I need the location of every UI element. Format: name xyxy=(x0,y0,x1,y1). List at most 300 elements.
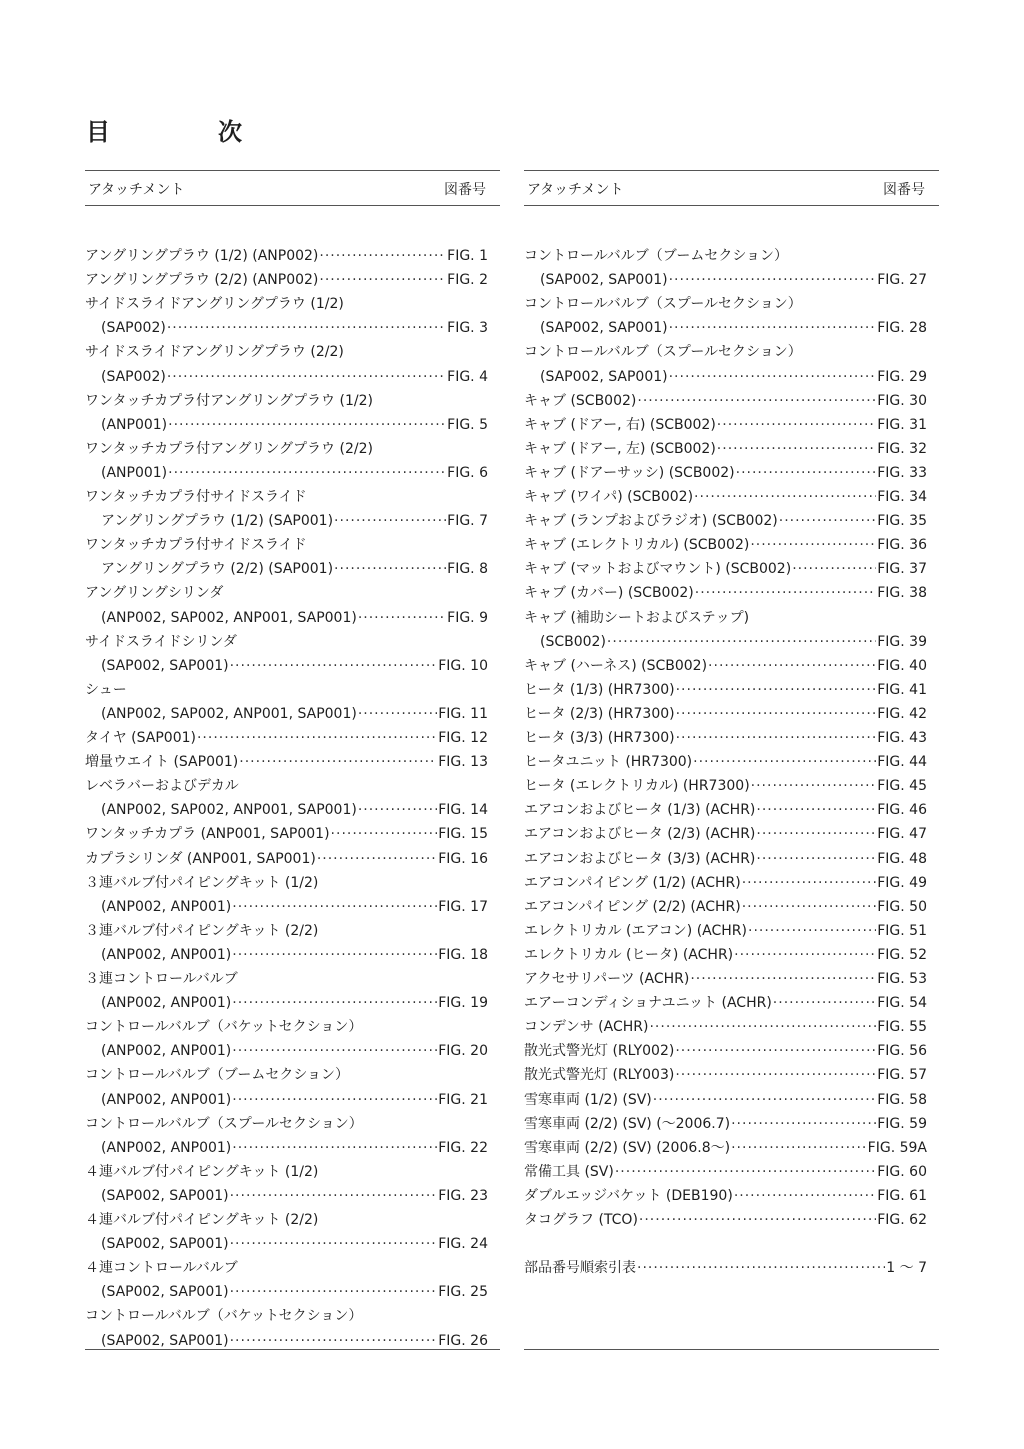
toc-entry-figure: FIG. 46 xyxy=(877,802,927,819)
toc-entry[interactable] xyxy=(524,270,927,290)
toc-entry-title: (SAP002, SAP001) xyxy=(101,657,229,674)
toc-entry-figure: FIG. 24 xyxy=(438,1236,488,1253)
dot-leader xyxy=(334,511,446,531)
dot-leader xyxy=(167,318,446,338)
toc-entry[interactable] xyxy=(85,945,488,965)
toc-entry-title: サイドスライドアングリングプラウ (2/2) xyxy=(85,344,344,361)
toc-entry-title: 散光式警光灯 (RLY002) xyxy=(524,1043,675,1060)
toc-entry-figure: FIG. 12 xyxy=(438,730,488,746)
toc-entry[interactable] xyxy=(85,1234,488,1254)
dot-leader xyxy=(669,270,877,290)
toc-entry-figure: FIG. 19 xyxy=(438,995,488,1012)
toc-entry-figure: FIG. 54 xyxy=(877,995,927,1012)
header-attachment: アタッチメント xyxy=(88,182,185,198)
toc-entry[interactable] xyxy=(85,1331,488,1351)
toc-entry-figure: FIG. 59A xyxy=(867,1139,927,1156)
toc-entry-title: (SAP002, SAP001) xyxy=(101,1284,229,1301)
toc-entry xyxy=(85,1210,488,1230)
toc-entry[interactable] xyxy=(524,752,927,772)
toc-entry-title: キャブ (マットおよびマウント) (SCB002) xyxy=(524,561,792,578)
toc-entry-title: アングリングプラウ (2/2) (SAP001) xyxy=(101,561,334,578)
toc-entry-figure: FIG. 44 xyxy=(877,754,927,771)
toc-entry-title: (SAP002) xyxy=(101,368,166,385)
toc-entry-title: キャブ (ランプおよびラジオ) (SCB002) xyxy=(524,513,778,530)
toc-entry-title: (ANP002, ANP001) xyxy=(101,946,232,963)
toc-entry xyxy=(524,342,927,362)
toc-entry[interactable] xyxy=(85,270,488,290)
dot-leader xyxy=(676,704,877,724)
toc-entry xyxy=(85,1258,488,1278)
bottom-rule-right xyxy=(524,1349,939,1350)
toc-entry-title: シュー xyxy=(85,681,127,698)
toc-entry[interactable] xyxy=(85,1090,488,1110)
dot-leader xyxy=(653,1090,877,1110)
toc-entry-figure: FIG. 16 xyxy=(438,850,488,867)
toc-entry-figure: FIG. 1 xyxy=(447,248,488,264)
toc-entry-title: ヒータ (2/3) (HR7300) xyxy=(524,705,675,722)
toc-entry-figure: FIG. 39 xyxy=(877,633,927,650)
toc-entry-title: 雪寒車両 (2/2) (SV) (2006.8～) xyxy=(524,1139,731,1156)
dot-leader xyxy=(792,559,876,579)
toc-entry-title: エレクトリカル (エアコン) (ACHR) xyxy=(524,922,747,939)
toc-entry-title: (SCB002) xyxy=(540,633,606,650)
dot-leader xyxy=(731,1138,867,1158)
dot-leader xyxy=(742,873,877,893)
toc-entry-figure: FIG. 14 xyxy=(438,802,488,819)
toc-entry-figure: FIG. 47 xyxy=(877,826,927,843)
toc-entry-title: ３連バルブ付パイピングキット (2/2) xyxy=(85,922,319,939)
toc-entry[interactable] xyxy=(85,824,488,844)
toc-entry-title: コントロールバルブ（バケットセクション） xyxy=(85,1308,363,1325)
toc-entry[interactable] xyxy=(85,1282,488,1302)
dot-leader xyxy=(676,728,877,748)
toc-entry-figure: FIG. 28 xyxy=(877,320,927,337)
toc-entry-title: コントロールバルブ（スプールセクション） xyxy=(524,344,802,361)
toc-entry-figure: FIG. 31 xyxy=(877,416,927,433)
header-figure-number: 図番号 xyxy=(883,182,925,198)
toc-column-left xyxy=(85,170,500,1349)
toc-entry[interactable] xyxy=(524,728,927,748)
toc-entry-title: コンデンサ (ACHR) xyxy=(524,1019,649,1036)
toc-entry-figure: FIG. 42 xyxy=(877,705,927,722)
toc-entry-title: ４連バルブ付パイピングキット (1/2) xyxy=(85,1163,319,1180)
toc-entry-figure: FIG. 34 xyxy=(877,489,927,505)
toc-entry-figure: FIG. 6 xyxy=(447,464,488,481)
toc-entry-title: コントロールバルブ（バケットセクション） xyxy=(85,1019,363,1036)
toc-entry xyxy=(85,391,488,411)
toc-entry-figure: FIG. 9 xyxy=(447,609,488,626)
toc-column-right xyxy=(524,170,939,1277)
toc-entry-title: ワンタッチカプラ付アングリングプラウ (1/2) xyxy=(85,392,373,409)
dot-leader xyxy=(167,367,446,387)
toc-entry-figure: FIG. 15 xyxy=(438,826,488,843)
dot-leader xyxy=(756,800,876,820)
toc-entry-title: キャブ (ドアーサッシ) (SCB002) xyxy=(524,464,735,481)
toc-entry xyxy=(85,873,488,893)
toc-entry-title: レベラバーおよびデカル xyxy=(85,778,239,795)
toc-entry-title: アングリングプラウ (2/2) (ANP002) xyxy=(85,272,319,289)
toc-entry xyxy=(85,535,488,555)
toc-entry[interactable] xyxy=(524,391,927,411)
toc-entry-figure: FIG. 25 xyxy=(438,1284,488,1301)
toc-entry-figure: FIG. 38 xyxy=(877,585,927,602)
toc-entry[interactable] xyxy=(524,632,927,652)
toc-entry-title: キャブ (カバー) (SCB002) xyxy=(524,585,694,602)
toc-entry-title: コントロールバルブ（スプールセクション） xyxy=(85,1115,363,1132)
toc-entry-figure: FIG. 33 xyxy=(877,464,927,481)
toc-entry-title: ワンタッチカプラ付サイドスライド xyxy=(85,537,307,554)
toc-entry-figure: FIG. 53 xyxy=(877,971,927,987)
toc-entry xyxy=(85,1306,488,1326)
toc-entry-title: ４連バルブ付パイピングキット (2/2) xyxy=(85,1212,319,1228)
toc-entry xyxy=(524,1234,927,1254)
toc-entry-title: サイドスライドアングリングプラウ (1/2) xyxy=(85,296,344,313)
toc-entry[interactable] xyxy=(524,1138,927,1158)
toc-entry[interactable] xyxy=(524,897,927,917)
dot-leader xyxy=(358,608,446,628)
toc-entry[interactable] xyxy=(524,1186,927,1206)
toc-entry-title: 増量ウエイト (SAP001) xyxy=(85,754,239,771)
toc-entry-figure: FIG. 18 xyxy=(438,946,488,963)
toc-entry[interactable] xyxy=(524,318,927,338)
toc-entry[interactable] xyxy=(524,367,927,387)
toc-entry-figure: FIG. 37 xyxy=(877,561,927,578)
toc-entry[interactable] xyxy=(524,849,927,869)
dot-leader xyxy=(637,391,876,411)
toc-entry-title: (ANP002, ANP001) xyxy=(101,898,232,915)
dot-leader xyxy=(639,1210,876,1230)
toc-entry[interactable] xyxy=(524,921,927,941)
toc-entry[interactable] xyxy=(85,728,488,748)
toc-entry-title: アングリングプラウ (1/2) (ANP002) xyxy=(85,248,319,264)
toc-entry-title: キャブ (SCB002) xyxy=(524,392,637,409)
toc-entry-figure: FIG. 60 xyxy=(877,1163,927,1180)
toc-entry-figure: FIG. 27 xyxy=(877,272,927,289)
dot-leader xyxy=(317,849,437,869)
toc-header xyxy=(85,170,500,206)
toc-entry-title: ワンタッチカプラ付アングリングプラウ (2/2) xyxy=(85,440,373,457)
dot-leader xyxy=(690,969,876,989)
dot-leader xyxy=(736,463,877,483)
dot-leader xyxy=(693,752,876,772)
dot-leader xyxy=(756,849,876,869)
toc-entry-figure: FIG. 20 xyxy=(438,1043,488,1060)
toc-entry xyxy=(85,583,488,603)
dot-leader xyxy=(230,1186,438,1206)
dot-leader xyxy=(615,1162,876,1182)
toc-entry-title: コントロールバルブ（スプールセクション） xyxy=(524,296,802,313)
toc-entry-title: ３連バルブ付パイピングキット (1/2) xyxy=(85,874,319,891)
toc-entry-title: エアコンパイピング (1/2) (ACHR) xyxy=(524,874,741,891)
dot-leader xyxy=(232,1090,437,1110)
toc-entry-title: キャブ (ドアー, 右) (SCB002) xyxy=(524,416,716,433)
toc-entry-title: (ANP002, ANP001) xyxy=(101,1043,232,1060)
toc-entry[interactable] xyxy=(85,318,488,338)
toc-entry[interactable] xyxy=(85,608,488,628)
toc-entry xyxy=(524,246,927,266)
toc-entry[interactable] xyxy=(524,704,927,724)
toc-entry-title: 散光式警光灯 (RLY003) xyxy=(524,1067,675,1084)
toc-entry[interactable] xyxy=(524,800,927,820)
toc-entry-title: ４連コントロールバルブ xyxy=(85,1260,238,1277)
dot-leader xyxy=(717,439,876,459)
toc-entry-title: (SAP002, SAP001) xyxy=(540,272,668,289)
toc-entry-title: ワンタッチカプラ付サイドスライド xyxy=(85,489,307,505)
toc-entry[interactable] xyxy=(85,511,488,531)
toc-entry-title: コントロールバルブ（ブームセクション） xyxy=(524,248,789,264)
toc-entry-figure: FIG. 21 xyxy=(438,1091,488,1108)
toc-entry[interactable] xyxy=(524,969,927,989)
toc-entry[interactable] xyxy=(524,656,927,676)
toc-entry[interactable] xyxy=(85,800,488,820)
toc-entry-figure: FIG. 4 xyxy=(447,368,488,385)
toc-entry-figure: FIG. 22 xyxy=(438,1139,488,1156)
toc-entry-title: (SAP002, SAP001) xyxy=(540,368,668,385)
toc-entry-title: (ANP002, ANP001) xyxy=(101,995,232,1012)
toc-entry-figure: FIG. 56 xyxy=(877,1043,927,1060)
dot-leader xyxy=(232,897,437,917)
dot-leader xyxy=(239,752,437,772)
toc-entry xyxy=(524,294,927,314)
toc-entry[interactable] xyxy=(524,511,927,531)
toc-entry[interactable] xyxy=(524,1041,927,1061)
toc-entry xyxy=(85,1114,488,1134)
toc-entry-figure: FIG. 62 xyxy=(877,1212,927,1228)
toc-entry-title: ヒータユニット (HR7300) xyxy=(524,754,693,771)
toc-entry[interactable] xyxy=(524,535,927,555)
dot-leader xyxy=(676,680,877,700)
toc-entry-figure: FIG. 51 xyxy=(877,922,927,939)
toc-entry-figure: FIG. 48 xyxy=(877,850,927,867)
dot-leader xyxy=(695,583,877,603)
toc-entry[interactable] xyxy=(524,1017,927,1037)
toc-entry-title: (SAP002, SAP001) xyxy=(540,320,668,337)
toc-entry-title: (ANP002, ANP001) xyxy=(101,1091,232,1108)
toc-entry-figure: FIG. 61 xyxy=(877,1187,927,1204)
toc-entry-figure: FIG. 55 xyxy=(877,1019,927,1036)
dot-leader xyxy=(694,487,876,507)
toc-entry xyxy=(85,1017,488,1037)
toc-entry-title: (ANP001) xyxy=(101,416,168,433)
toc-entry[interactable] xyxy=(524,1065,927,1085)
toc-entry-title: 常備工具 (SV) xyxy=(524,1163,614,1180)
toc-entry[interactable] xyxy=(524,487,927,507)
toc-entry-title: エアコンおよびヒータ (3/3) (ACHR) xyxy=(524,850,756,867)
toc-entry-title: (ANP002, SAP002, ANP001, SAP001) xyxy=(101,802,357,819)
toc-entry xyxy=(85,969,488,989)
dot-leader xyxy=(230,1331,438,1351)
toc-entry[interactable] xyxy=(85,463,488,483)
toc-entry-figure: FIG. 40 xyxy=(877,657,927,674)
toc-entry[interactable] xyxy=(85,246,488,266)
toc-entry-title: エレクトリカル (ヒータ) (ACHR) xyxy=(524,946,734,963)
toc-entry-title: キャブ (エレクトリカル) (SCB002) xyxy=(524,537,750,554)
toc-entry-title: キャブ (ワイパ) (SCB002) xyxy=(524,489,694,505)
toc-entry-figure: FIG. 17 xyxy=(438,898,488,915)
dot-leader xyxy=(197,728,437,748)
dot-leader xyxy=(168,463,446,483)
toc-entry-title: タイヤ (SAP001) xyxy=(85,730,196,746)
toc-entry[interactable] xyxy=(524,1114,927,1134)
toc-entry-title: サイドスライドシリンダ xyxy=(85,633,237,650)
toc-entry-title: (SAP002) xyxy=(101,320,166,337)
toc-entry-title: タコグラフ (TCO) xyxy=(524,1212,638,1228)
toc-entry[interactable] xyxy=(85,415,488,435)
toc-entry-figure: FIG. 26 xyxy=(438,1332,488,1349)
toc-entry[interactable] xyxy=(85,656,488,676)
dot-leader xyxy=(232,1138,437,1158)
dot-leader xyxy=(230,1234,438,1254)
toc-entry-figure: FIG. 23 xyxy=(438,1187,488,1204)
toc-entry xyxy=(85,632,488,652)
dot-leader xyxy=(751,776,877,796)
dot-leader xyxy=(637,1258,885,1278)
toc-entry[interactable] xyxy=(524,1258,927,1278)
toc-entry[interactable] xyxy=(524,559,927,579)
dot-leader xyxy=(750,535,876,555)
toc-entry[interactable] xyxy=(85,367,488,387)
toc-entry xyxy=(85,294,488,314)
toc-entry-figure: FIG. 11 xyxy=(438,705,488,722)
toc-entry-title: (SAP002, SAP001) xyxy=(101,1332,229,1349)
dot-leader xyxy=(773,993,876,1013)
dot-leader xyxy=(358,704,437,724)
toc-entry xyxy=(524,608,927,628)
toc-entry-figure: FIG. 41 xyxy=(877,681,927,698)
toc-entry-title: ヒータ (3/3) (HR7300) xyxy=(524,730,675,746)
toc-entry xyxy=(85,1065,488,1085)
toc-entry-figure: FIG. 2 xyxy=(447,272,488,289)
toc-entry-figure: FIG. 50 xyxy=(877,898,927,915)
toc-entry[interactable] xyxy=(524,680,927,700)
toc-entry[interactable] xyxy=(85,752,488,772)
dot-leader xyxy=(331,824,438,844)
toc-entry[interactable] xyxy=(524,945,927,965)
dot-leader xyxy=(669,318,877,338)
toc-entry[interactable] xyxy=(85,849,488,869)
toc-entry[interactable] xyxy=(524,1162,927,1182)
toc-entry[interactable] xyxy=(85,1138,488,1158)
dot-leader xyxy=(734,1186,876,1206)
toc-entry xyxy=(85,921,488,941)
toc-entry-figure: FIG. 58 xyxy=(877,1091,927,1108)
toc-entry-title: ３連コントロールバルブ xyxy=(85,971,238,987)
dot-leader xyxy=(734,945,876,965)
header-attachment: アタッチメント xyxy=(527,182,624,198)
toc-entry-figure: FIG. 35 xyxy=(877,513,927,530)
dot-leader xyxy=(334,559,446,579)
toc-entry-figure: FIG. 45 xyxy=(877,778,927,795)
toc-entry-figure: FIG. 8 xyxy=(447,561,488,578)
toc-entry-title: キャブ (補助シートおよびステップ) xyxy=(524,609,750,626)
toc-entry[interactable] xyxy=(524,1210,927,1230)
toc-entry[interactable] xyxy=(85,1186,488,1206)
dot-leader xyxy=(675,1065,876,1085)
toc-entry-title: (ANP002, SAP002, ANP001, SAP001) xyxy=(101,609,357,626)
toc-entry-figure: FIG. 3 xyxy=(447,320,488,337)
toc-entry-figure: FIG. 36 xyxy=(877,537,927,554)
toc-entry xyxy=(85,1162,488,1182)
dot-leader xyxy=(230,656,438,676)
toc-entry-figure: FIG. 7 xyxy=(447,513,488,530)
toc-entry-figure: FIG. 30 xyxy=(877,392,927,409)
toc-entry-figure: FIG. 13 xyxy=(438,754,488,771)
dot-leader xyxy=(232,945,437,965)
toc-entry[interactable] xyxy=(85,1041,488,1061)
dot-leader xyxy=(358,800,437,820)
dot-leader xyxy=(232,1041,437,1061)
toc-entry-title: ヒータ (1/3) (HR7300) xyxy=(524,681,675,698)
toc-entry-title: エアコンおよびヒータ (1/3) (ACHR) xyxy=(524,802,756,819)
toc-entry[interactable] xyxy=(85,559,488,579)
toc-entry[interactable] xyxy=(524,993,927,1013)
toc-entry-title: ダブルエッジバケット (DEB190) xyxy=(524,1187,733,1204)
dot-leader xyxy=(669,367,877,387)
toc-entry-title: コントロールバルブ（ブームセクション） xyxy=(85,1067,350,1084)
dot-leader xyxy=(168,415,446,435)
dot-leader xyxy=(731,1114,876,1134)
dot-leader xyxy=(675,1041,876,1061)
toc-entry[interactable] xyxy=(524,873,927,893)
dot-leader xyxy=(230,1282,438,1302)
toc-entry-title: 部品番号順索引表 xyxy=(524,1260,636,1277)
toc-entry[interactable] xyxy=(85,897,488,917)
toc-entry[interactable] xyxy=(524,824,927,844)
toc-entry-title: (ANP002, ANP001) xyxy=(101,1139,232,1156)
toc-entry-figure: 1 ～ 7 xyxy=(886,1260,927,1277)
toc-entry[interactable] xyxy=(524,415,927,435)
toc-entry-title: アクセサリパーツ (ACHR) xyxy=(524,971,690,987)
toc-entry xyxy=(85,439,488,459)
dot-leader xyxy=(232,993,437,1013)
toc-entry-title: (ANP001) xyxy=(101,464,168,481)
dot-leader xyxy=(649,1017,876,1037)
toc-entry-figure: FIG. 5 xyxy=(447,416,488,433)
toc-entry-figure: FIG. 49 xyxy=(877,874,927,891)
toc-entry[interactable] xyxy=(524,463,927,483)
dot-leader xyxy=(756,824,876,844)
toc-entry xyxy=(85,776,488,796)
dot-leader xyxy=(319,246,446,266)
toc-entry[interactable] xyxy=(85,993,488,1013)
bottom-rule-left xyxy=(85,1349,500,1350)
toc-entry-title: ワンタッチカプラ (ANP001, SAP001) xyxy=(85,826,330,843)
toc-entry[interactable] xyxy=(524,1090,927,1110)
toc-entry[interactable] xyxy=(524,583,927,603)
toc-entry xyxy=(85,487,488,507)
toc-entry-title: アングリングプラウ (1/2) (SAP001) xyxy=(101,513,334,530)
toc-entry-figure: FIG. 59 xyxy=(877,1115,927,1132)
toc-entry-figure: FIG. 29 xyxy=(877,368,927,385)
dot-leader xyxy=(717,415,876,435)
toc-entry xyxy=(85,342,488,362)
dot-leader xyxy=(742,897,877,917)
toc-entry-title: キャブ (ドアー, 左) (SCB002) xyxy=(524,440,716,457)
toc-entry-title: カプラシリンダ (ANP001, SAP001) xyxy=(85,850,316,867)
toc-entry-figure: FIG. 52 xyxy=(877,946,927,963)
toc-entry[interactable] xyxy=(85,704,488,724)
toc-entry[interactable] xyxy=(524,439,927,459)
dot-leader xyxy=(607,632,876,652)
toc-entry-title: エアコンパイピング (2/2) (ACHR) xyxy=(524,898,741,915)
toc-entry-figure: FIG. 43 xyxy=(877,730,927,746)
toc-entry-figure: FIG. 57 xyxy=(877,1067,927,1084)
toc-entry[interactable] xyxy=(524,776,927,796)
toc-entry-title: (ANP002, SAP002, ANP001, SAP001) xyxy=(101,705,357,722)
dot-leader xyxy=(319,270,446,290)
header-figure-number: 図番号 xyxy=(444,182,486,198)
dot-leader xyxy=(748,921,876,941)
